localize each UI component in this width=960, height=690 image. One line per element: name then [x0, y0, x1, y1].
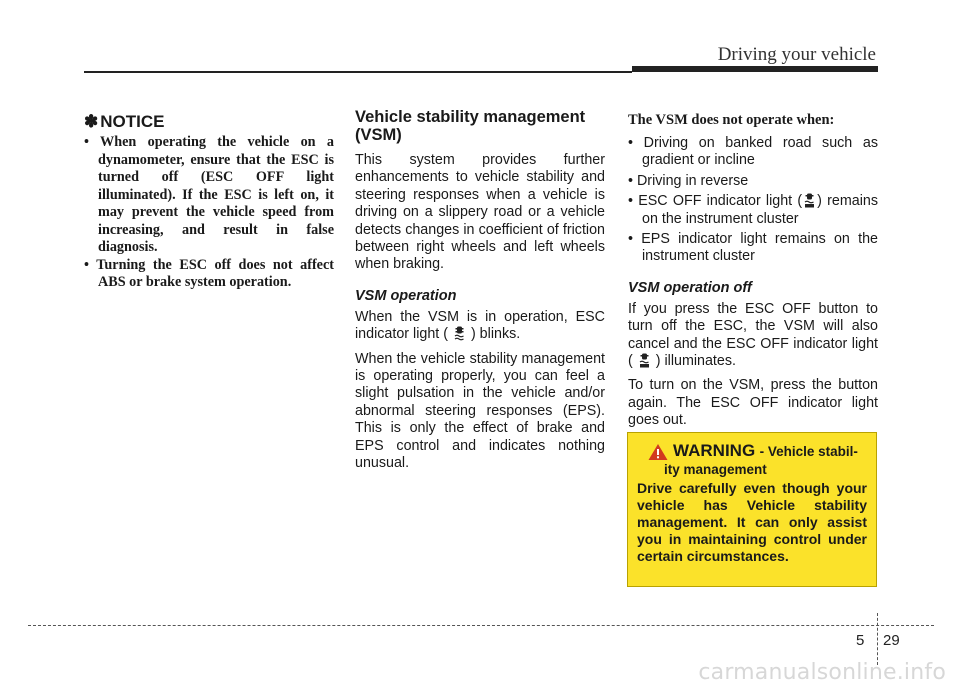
- vsm-on-paragraph: To turn on the VSM, press the button again. The ESC OFF indicator light goes out.: [628, 377, 878, 429]
- warning-title: WARNING: [673, 441, 756, 460]
- vsm-not-operate-heading: The VSM does not operate when:: [628, 112, 835, 128]
- vsm-heading: Vehicle stability management (VSM): [355, 108, 586, 144]
- vsm-off-paragraph: If you press the ESC OFF button to turn off the ESC, the VSM will also cancel and the ESC OFF indicator light ( ) illuminates.: [628, 300, 878, 370]
- esc-indicator-icon: [454, 326, 465, 341]
- header-title: Driving your vehicle: [717, 44, 876, 65]
- warning-header: [637, 442, 867, 461]
- warning-body: Drive carefully even though your vehicle has Vehicle stability management. It can only assist you in maintaining control under certain circumstances.: [637, 480, 867, 564]
- watermark: carmanualsonline.info: [698, 660, 946, 685]
- list-item: • Driving on banked road such as gradient or incline: [628, 135, 878, 169]
- notice-heading: [84, 112, 334, 132]
- list-item: • ESC OFF indicator light ( ) remains on the instrument cluster: [628, 193, 878, 227]
- esc-off-indicator-icon: [804, 193, 815, 208]
- vsm-intro: This system provides further enhancements to vehicle stability and steering responses when a vehicle is driving on a slippery road or a vehicle detects changes in coefficient of friction between right wheels and left wheels when braking.: [355, 152, 605, 273]
- notice-star-icon: ✽: [84, 112, 99, 131]
- vsm-operation-detail: When the vehicle stability management is operating properly, you can feel a slight pulsation in the vehicle and/or abnormal steering responses (EPS). This is only the effect of brake and EPS control and indicates nothing unusual.: [355, 350, 605, 472]
- footer-rule: [28, 625, 934, 626]
- page-number: 29: [883, 632, 900, 649]
- vsm-off-heading: VSM operation off: [628, 279, 752, 296]
- footer-divider: [877, 613, 878, 665]
- list-item: • EPS indicator light remains on the instrument cluster: [628, 231, 878, 265]
- notice-heading-text: NOTICE: [100, 112, 165, 131]
- vsm-column: [355, 108, 605, 480]
- vsm-conditions-column: [628, 108, 878, 437]
- vsm-operation-heading: VSM operation: [355, 287, 457, 304]
- vsm-not-operate-list: [628, 135, 878, 266]
- notice-list: [84, 134, 334, 292]
- header-rule-bold: [632, 66, 878, 72]
- warning-subtitle-cont: ity management: [664, 462, 767, 477]
- vsm-operation-paragraph: When the VSM is in operation, ESC indicator light ( ) blinks.: [355, 308, 605, 343]
- esc-off-indicator-icon: [639, 353, 650, 368]
- header-rule: [84, 71, 632, 73]
- notice-item: • When operating the vehicle on a dynamometer, ensure that the ESC is turned off (ESC OFF light illuminated). If the ESC is left on, it may prevent the vehicle speed from increasing, and result in false diagnosis.: [84, 134, 334, 255]
- notice-item: • Turning the ESC off does not affect ABS or brake system operation.: [84, 256, 334, 290]
- warning-subtitle: - Vehicle stabil-: [759, 444, 858, 459]
- list-item: • Driving in reverse: [628, 172, 749, 189]
- warning-triangle-icon: [648, 443, 668, 461]
- chapter-number: 5: [856, 632, 865, 649]
- warning-box: [627, 432, 877, 587]
- notice-column: [84, 108, 334, 292]
